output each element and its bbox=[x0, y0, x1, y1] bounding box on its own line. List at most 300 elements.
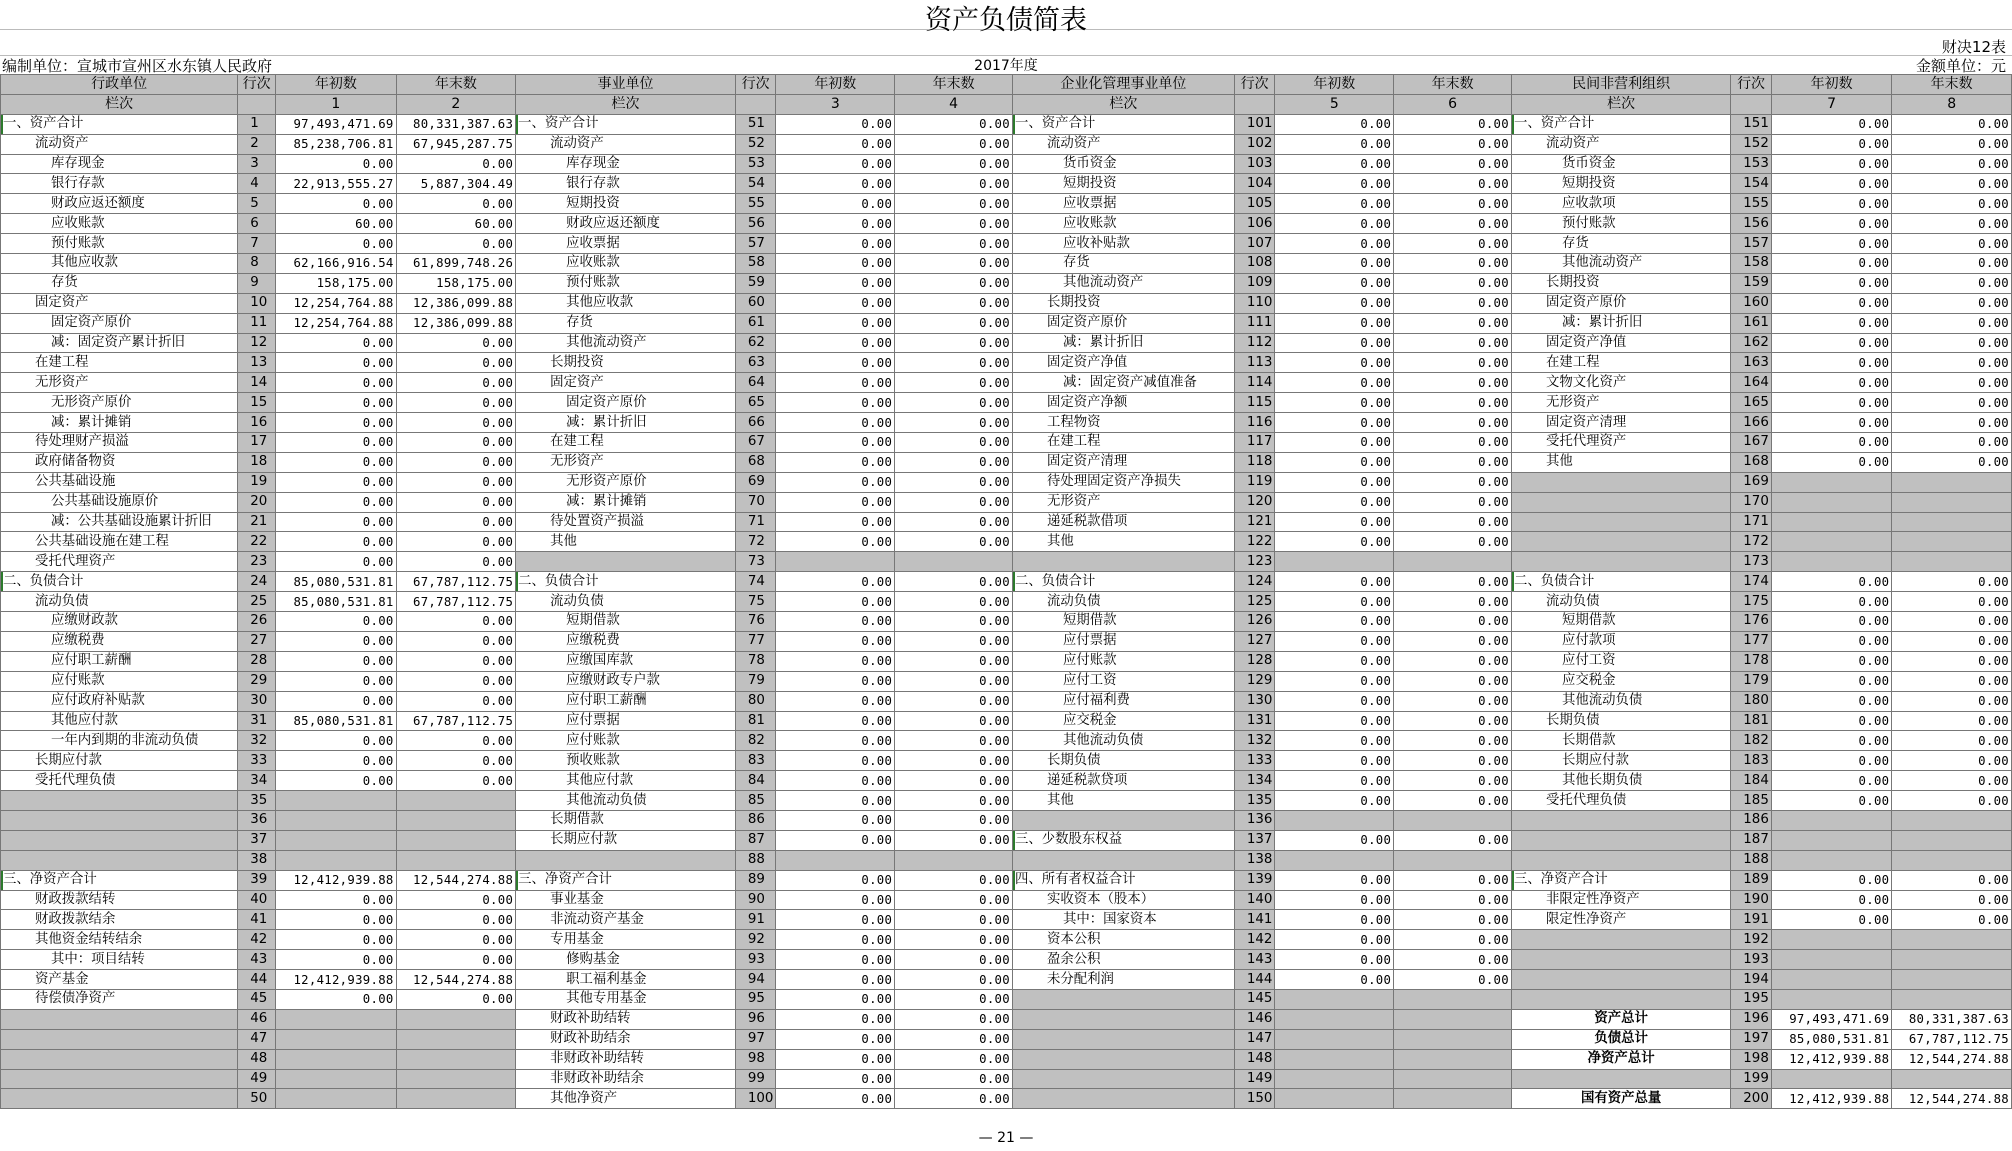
item-label: 在建工程 bbox=[1012, 433, 1234, 453]
line-number: 50 bbox=[238, 1089, 276, 1109]
closing-balance: 0.00 bbox=[1892, 194, 2012, 214]
table-row bbox=[1, 373, 2012, 393]
closing-balance: 0.00 bbox=[895, 1029, 1013, 1049]
item-label: 限定性净资产 bbox=[1511, 910, 1730, 930]
item-label: 流动负债 bbox=[516, 592, 736, 612]
line-number: 145 bbox=[1234, 989, 1275, 1009]
opening-balance: 0.00 bbox=[276, 194, 397, 214]
line-number: 152 bbox=[1731, 134, 1772, 154]
line-number: 21 bbox=[238, 512, 276, 532]
closing-balance bbox=[396, 1069, 516, 1089]
item-label: 受托代理资产 bbox=[1, 552, 238, 572]
line-number: 98 bbox=[735, 1049, 776, 1069]
opening-balance: 0.00 bbox=[1771, 890, 1892, 910]
line-number: 137 bbox=[1234, 830, 1275, 850]
item-label: 预付账款 bbox=[1, 234, 238, 254]
line-number: 109 bbox=[1234, 273, 1275, 293]
line-number: 195 bbox=[1731, 989, 1772, 1009]
item-label: 应付职工薪酬 bbox=[516, 691, 736, 711]
line-number: 107 bbox=[1234, 234, 1275, 254]
line-number: 168 bbox=[1731, 452, 1772, 472]
line-number: 119 bbox=[1234, 472, 1275, 492]
item-label: 无形资产原价 bbox=[516, 472, 736, 492]
opening-balance: 0.00 bbox=[276, 154, 397, 174]
item-label: 库存现金 bbox=[1, 154, 238, 174]
line-number: 84 bbox=[735, 771, 776, 791]
preparing-unit: 编制单位：宣城市宣州区水东镇人民政府 bbox=[2, 57, 273, 75]
closing-balance: 0.00 bbox=[895, 254, 1013, 274]
line-number: 112 bbox=[1234, 333, 1275, 353]
item-label bbox=[516, 552, 736, 572]
item-label: 固定资产清理 bbox=[1511, 413, 1730, 433]
line-number: 108 bbox=[1234, 254, 1275, 274]
opening-balance: 97,493,471.69 bbox=[1771, 1009, 1892, 1029]
table-row bbox=[1, 313, 2012, 333]
item-label: 专用基金 bbox=[516, 930, 736, 950]
closing-balance: 0.00 bbox=[895, 930, 1013, 950]
item-label: 减：累计摊销 bbox=[516, 492, 736, 512]
line-number: 16 bbox=[238, 413, 276, 433]
line-number: 49 bbox=[238, 1069, 276, 1089]
table-row bbox=[1, 592, 2012, 612]
line-number: 9 bbox=[238, 273, 276, 293]
opening-balance: 0.00 bbox=[1275, 373, 1394, 393]
item-label: 固定资产原价 bbox=[1, 313, 238, 333]
opening-balance: 0.00 bbox=[1771, 711, 1892, 731]
line-number: 80 bbox=[735, 691, 776, 711]
item-label: 受托代理资产 bbox=[1511, 433, 1730, 453]
line-number: 146 bbox=[1234, 1009, 1275, 1029]
opening-balance: 0.00 bbox=[776, 472, 895, 492]
line-number: 52 bbox=[735, 134, 776, 154]
closing-balance: 0.00 bbox=[1394, 572, 1512, 592]
column-header: 年末数 bbox=[1892, 75, 2012, 95]
table-row bbox=[1, 154, 2012, 174]
item-label: 其他净资产 bbox=[516, 1089, 736, 1109]
line-number: 150 bbox=[1234, 1089, 1275, 1109]
item-label: 应交税金 bbox=[1511, 671, 1730, 691]
line-number: 28 bbox=[238, 651, 276, 671]
line-number: 160 bbox=[1731, 293, 1772, 313]
table-row bbox=[1, 1089, 2012, 1109]
table-row bbox=[1, 194, 2012, 214]
opening-balance bbox=[276, 1069, 397, 1089]
line-number: 180 bbox=[1731, 691, 1772, 711]
line-number: 123 bbox=[1234, 552, 1275, 572]
closing-balance: 0.00 bbox=[1394, 612, 1512, 632]
table-row bbox=[1, 870, 2012, 890]
closing-balance: 0.00 bbox=[1394, 194, 1512, 214]
closing-balance: 0.00 bbox=[1892, 631, 2012, 651]
line-number: 34 bbox=[238, 771, 276, 791]
item-label: 固定资产净值 bbox=[1511, 333, 1730, 353]
table-row bbox=[1, 472, 2012, 492]
item-label: 待偿债净资产 bbox=[1, 989, 238, 1009]
closing-balance: 0.00 bbox=[396, 731, 516, 751]
closing-balance: 0.00 bbox=[396, 433, 516, 453]
opening-balance: 0.00 bbox=[1771, 373, 1892, 393]
closing-balance: 0.00 bbox=[895, 154, 1013, 174]
opening-balance: 60.00 bbox=[276, 214, 397, 234]
column-index bbox=[238, 94, 276, 114]
column-header: 行政单位 bbox=[1, 75, 238, 95]
opening-balance: 0.00 bbox=[1275, 134, 1394, 154]
opening-balance: 0.00 bbox=[776, 393, 895, 413]
line-number: 42 bbox=[238, 930, 276, 950]
item-label: 财政补助结余 bbox=[516, 1029, 736, 1049]
closing-balance: 0.00 bbox=[1394, 433, 1512, 453]
line-number: 128 bbox=[1234, 651, 1275, 671]
opening-balance bbox=[1275, 1089, 1394, 1109]
closing-balance: 0.00 bbox=[1892, 373, 2012, 393]
opening-balance: 0.00 bbox=[1275, 771, 1394, 791]
closing-balance bbox=[396, 810, 516, 830]
closing-balance: 0.00 bbox=[895, 751, 1013, 771]
closing-balance: 0.00 bbox=[1394, 711, 1512, 731]
item-label bbox=[1511, 989, 1730, 1009]
line-number: 165 bbox=[1731, 393, 1772, 413]
line-number: 148 bbox=[1234, 1049, 1275, 1069]
opening-balance: 0.00 bbox=[1771, 234, 1892, 254]
line-number: 74 bbox=[735, 572, 776, 592]
column-index: 1 bbox=[276, 94, 397, 114]
item-label bbox=[1511, 492, 1730, 512]
closing-balance: 0.00 bbox=[895, 791, 1013, 811]
opening-balance: 0.00 bbox=[276, 691, 397, 711]
item-label bbox=[1012, 1029, 1234, 1049]
opening-balance: 0.00 bbox=[276, 612, 397, 632]
opening-balance: 0.00 bbox=[1275, 870, 1394, 890]
column-index: 栏次 bbox=[1511, 94, 1730, 114]
opening-balance bbox=[1771, 552, 1892, 572]
opening-balance: 0.00 bbox=[1275, 830, 1394, 850]
opening-balance: 0.00 bbox=[1771, 333, 1892, 353]
item-label: 政府储备物资 bbox=[1, 452, 238, 472]
table-row bbox=[1, 452, 2012, 472]
item-label bbox=[516, 850, 736, 870]
closing-balance: 0.00 bbox=[1394, 273, 1512, 293]
opening-balance: 0.00 bbox=[1771, 771, 1892, 791]
opening-balance: 0.00 bbox=[776, 910, 895, 930]
line-number: 61 bbox=[735, 313, 776, 333]
closing-balance: 0.00 bbox=[1394, 751, 1512, 771]
closing-balance: 0.00 bbox=[1394, 353, 1512, 373]
opening-balance: 0.00 bbox=[1275, 592, 1394, 612]
item-label: 固定资产净额 bbox=[1012, 393, 1234, 413]
line-number: 93 bbox=[735, 950, 776, 970]
opening-balance: 12,412,939.88 bbox=[1771, 1089, 1892, 1109]
line-number: 106 bbox=[1234, 214, 1275, 234]
opening-balance: 0.00 bbox=[1275, 492, 1394, 512]
line-number: 176 bbox=[1731, 612, 1772, 632]
opening-balance: 0.00 bbox=[1771, 452, 1892, 472]
line-number: 188 bbox=[1731, 850, 1772, 870]
line-number: 15 bbox=[238, 393, 276, 413]
line-number: 172 bbox=[1731, 532, 1772, 552]
opening-balance: 0.00 bbox=[776, 930, 895, 950]
closing-balance: 0.00 bbox=[396, 910, 516, 930]
opening-balance bbox=[276, 850, 397, 870]
closing-balance: 0.00 bbox=[895, 870, 1013, 890]
line-number: 32 bbox=[238, 731, 276, 751]
opening-balance: 0.00 bbox=[776, 890, 895, 910]
subheader-row bbox=[1, 94, 2012, 114]
item-label bbox=[1511, 930, 1730, 950]
opening-balance: 0.00 bbox=[1275, 512, 1394, 532]
line-number: 133 bbox=[1234, 751, 1275, 771]
item-label: 无形资产 bbox=[1012, 492, 1234, 512]
item-label: 无形资产 bbox=[1, 373, 238, 393]
closing-balance bbox=[1892, 552, 2012, 572]
opening-balance: 0.00 bbox=[1275, 751, 1394, 771]
line-number: 162 bbox=[1731, 333, 1772, 353]
opening-balance: 0.00 bbox=[276, 472, 397, 492]
closing-balance bbox=[1892, 830, 2012, 850]
item-label bbox=[1511, 850, 1730, 870]
column-header: 行次 bbox=[1731, 75, 1772, 95]
opening-balance: 0.00 bbox=[776, 273, 895, 293]
table-row bbox=[1, 711, 2012, 731]
item-label: 长期负债 bbox=[1012, 751, 1234, 771]
item-label: 其他流动资产 bbox=[516, 333, 736, 353]
line-number: 175 bbox=[1731, 592, 1772, 612]
opening-balance: 0.00 bbox=[1771, 114, 1892, 134]
line-number: 159 bbox=[1731, 273, 1772, 293]
column-index: 7 bbox=[1771, 94, 1892, 114]
line-number: 1 bbox=[238, 114, 276, 134]
closing-balance: 0.00 bbox=[396, 393, 516, 413]
line-number: 59 bbox=[735, 273, 776, 293]
closing-balance: 0.00 bbox=[895, 134, 1013, 154]
item-label: 其他流动负债 bbox=[1511, 691, 1730, 711]
item-label: 待处理固定资产净损失 bbox=[1012, 472, 1234, 492]
item-label: 流动资产 bbox=[1012, 134, 1234, 154]
table-row bbox=[1, 134, 2012, 154]
opening-balance: 0.00 bbox=[776, 1009, 895, 1029]
closing-balance bbox=[396, 830, 516, 850]
column-header: 行次 bbox=[1234, 75, 1275, 95]
line-number: 37 bbox=[238, 830, 276, 850]
table-row bbox=[1, 433, 2012, 453]
closing-balance: 0.00 bbox=[1892, 154, 2012, 174]
opening-balance: 0.00 bbox=[1771, 691, 1892, 711]
item-label bbox=[1012, 1089, 1234, 1109]
closing-balance: 0.00 bbox=[1394, 333, 1512, 353]
line-number: 174 bbox=[1731, 572, 1772, 592]
opening-balance: 12,412,939.88 bbox=[276, 970, 397, 990]
line-number: 149 bbox=[1234, 1069, 1275, 1089]
closing-balance bbox=[396, 850, 516, 870]
closing-balance: 12,386,099.88 bbox=[396, 293, 516, 313]
line-number: 155 bbox=[1731, 194, 1772, 214]
opening-balance: 0.00 bbox=[776, 572, 895, 592]
opening-balance bbox=[276, 830, 397, 850]
line-number: 114 bbox=[1234, 373, 1275, 393]
item-label: 短期投资 bbox=[1511, 174, 1730, 194]
item-label: 其他流动资产 bbox=[1511, 254, 1730, 274]
item-label: 预付账款 bbox=[1511, 214, 1730, 234]
item-label: 应付政府补贴款 bbox=[1, 691, 238, 711]
item-label: 减：累计摊销 bbox=[1, 413, 238, 433]
closing-balance: 0.00 bbox=[396, 552, 516, 572]
line-number: 153 bbox=[1731, 154, 1772, 174]
item-label: 固定资产 bbox=[1, 293, 238, 313]
item-label: 公共基础设施在建工程 bbox=[1, 532, 238, 552]
opening-balance: 0.00 bbox=[276, 393, 397, 413]
item-label: 资本公积 bbox=[1012, 930, 1234, 950]
closing-balance: 0.00 bbox=[1892, 870, 2012, 890]
item-label: 银行存款 bbox=[516, 174, 736, 194]
opening-balance: 0.00 bbox=[776, 1029, 895, 1049]
item-label: 固定资产清理 bbox=[1012, 452, 1234, 472]
item-label: 三、净资产合计 bbox=[1, 870, 238, 890]
item-label: 货币资金 bbox=[1012, 154, 1234, 174]
item-label: 三、净资产合计 bbox=[1511, 870, 1730, 890]
item-label: 长期借款 bbox=[1511, 731, 1730, 751]
item-label: 二、负债合计 bbox=[1012, 572, 1234, 592]
line-number: 181 bbox=[1731, 711, 1772, 731]
closing-balance: 0.00 bbox=[1892, 751, 2012, 771]
line-number: 192 bbox=[1731, 930, 1772, 950]
line-number: 91 bbox=[735, 910, 776, 930]
item-label: 工程物资 bbox=[1012, 413, 1234, 433]
line-number: 12 bbox=[238, 333, 276, 353]
table-row bbox=[1, 1029, 2012, 1049]
opening-balance: 97,493,471.69 bbox=[276, 114, 397, 134]
item-label: 受托代理负债 bbox=[1, 771, 238, 791]
closing-balance: 5,887,304.49 bbox=[396, 174, 516, 194]
item-label: 应收账款 bbox=[1, 214, 238, 234]
item-label: 财政补助结转 bbox=[516, 1009, 736, 1029]
table-row bbox=[1, 651, 2012, 671]
line-number: 113 bbox=[1234, 353, 1275, 373]
item-label bbox=[1511, 1069, 1730, 1089]
line-number: 65 bbox=[735, 393, 776, 413]
line-number: 169 bbox=[1731, 472, 1772, 492]
line-number: 182 bbox=[1731, 731, 1772, 751]
closing-balance: 0.00 bbox=[1394, 532, 1512, 552]
item-label: 预付账款 bbox=[516, 273, 736, 293]
closing-balance: 0.00 bbox=[1892, 791, 2012, 811]
line-number: 190 bbox=[1731, 890, 1772, 910]
closing-balance: 80,331,387.63 bbox=[396, 114, 516, 134]
line-number: 47 bbox=[238, 1029, 276, 1049]
line-number: 121 bbox=[1234, 512, 1275, 532]
column-index bbox=[1234, 94, 1275, 114]
item-label: 应付款项 bbox=[1511, 631, 1730, 651]
opening-balance: 0.00 bbox=[1771, 751, 1892, 771]
closing-balance bbox=[1892, 532, 2012, 552]
table-row bbox=[1, 910, 2012, 930]
closing-balance: 0.00 bbox=[396, 631, 516, 651]
item-label: 财政拨款结转 bbox=[1, 890, 238, 910]
closing-balance: 0.00 bbox=[895, 512, 1013, 532]
line-number: 24 bbox=[238, 572, 276, 592]
closing-balance: 0.00 bbox=[1394, 313, 1512, 333]
closing-balance bbox=[895, 850, 1013, 870]
closing-balance bbox=[1892, 989, 2012, 1009]
closing-balance: 0.00 bbox=[396, 492, 516, 512]
line-number: 135 bbox=[1234, 791, 1275, 811]
closing-balance: 0.00 bbox=[1394, 731, 1512, 751]
opening-balance: 0.00 bbox=[776, 592, 895, 612]
opening-balance: 0.00 bbox=[276, 433, 397, 453]
opening-balance: 0.00 bbox=[776, 810, 895, 830]
item-label: 财政应返还额度 bbox=[1, 194, 238, 214]
item-label: 银行存款 bbox=[1, 174, 238, 194]
line-number: 62 bbox=[735, 333, 776, 353]
line-number: 105 bbox=[1234, 194, 1275, 214]
closing-balance: 0.00 bbox=[396, 771, 516, 791]
closing-balance: 0.00 bbox=[396, 353, 516, 373]
closing-balance: 0.00 bbox=[396, 452, 516, 472]
opening-balance: 0.00 bbox=[1275, 671, 1394, 691]
closing-balance: 0.00 bbox=[895, 631, 1013, 651]
line-number: 40 bbox=[238, 890, 276, 910]
column-index: 栏次 bbox=[1, 94, 238, 114]
item-label: 预收账款 bbox=[516, 751, 736, 771]
closing-balance: 0.00 bbox=[1394, 293, 1512, 313]
closing-balance: 0.00 bbox=[396, 472, 516, 492]
closing-balance: 0.00 bbox=[895, 950, 1013, 970]
opening-balance: 0.00 bbox=[1275, 114, 1394, 134]
item-label bbox=[1012, 850, 1234, 870]
closing-balance: 0.00 bbox=[895, 1089, 1013, 1109]
line-number: 156 bbox=[1731, 214, 1772, 234]
opening-balance: 0.00 bbox=[776, 293, 895, 313]
table-row bbox=[1, 771, 2012, 791]
closing-balance: 0.00 bbox=[1892, 353, 2012, 373]
item-label: 流动负债 bbox=[1, 592, 238, 612]
item-label: 三、净资产合计 bbox=[516, 870, 736, 890]
item-label: 负债总计 bbox=[1511, 1029, 1730, 1049]
opening-balance: 0.00 bbox=[776, 671, 895, 691]
item-label bbox=[1511, 552, 1730, 572]
item-label: 二、负债合计 bbox=[1511, 572, 1730, 592]
item-label: 应付账款 bbox=[516, 731, 736, 751]
line-number: 103 bbox=[1234, 154, 1275, 174]
item-label: 应交税金 bbox=[1012, 711, 1234, 731]
item-label bbox=[1012, 989, 1234, 1009]
item-label: 长期借款 bbox=[516, 810, 736, 830]
closing-balance: 0.00 bbox=[396, 612, 516, 632]
line-number: 86 bbox=[735, 810, 776, 830]
line-number: 102 bbox=[1234, 134, 1275, 154]
closing-balance bbox=[1892, 810, 2012, 830]
table-row bbox=[1, 333, 2012, 353]
line-number: 193 bbox=[1731, 950, 1772, 970]
table-row bbox=[1, 1069, 2012, 1089]
opening-balance: 0.00 bbox=[1275, 691, 1394, 711]
opening-balance: 0.00 bbox=[776, 970, 895, 990]
closing-balance: 0.00 bbox=[895, 731, 1013, 751]
line-number: 171 bbox=[1731, 512, 1772, 532]
line-number: 46 bbox=[238, 1009, 276, 1029]
amount-unit: 金额单位：元 bbox=[1915, 57, 2006, 75]
item-label: 应收账款 bbox=[516, 254, 736, 274]
item-label: 公共基础设施原价 bbox=[1, 492, 238, 512]
item-label bbox=[1012, 1049, 1234, 1069]
closing-balance: 0.00 bbox=[895, 612, 1013, 632]
balance-sheet-table bbox=[0, 74, 2012, 1109]
line-number: 154 bbox=[1731, 174, 1772, 194]
item-label: 一、资产合计 bbox=[516, 114, 736, 134]
column-index bbox=[1731, 94, 1772, 114]
item-label: 二、负债合计 bbox=[1, 572, 238, 592]
closing-balance: 0.00 bbox=[1892, 910, 2012, 930]
line-number: 124 bbox=[1234, 572, 1275, 592]
closing-balance: 0.00 bbox=[1892, 612, 2012, 632]
